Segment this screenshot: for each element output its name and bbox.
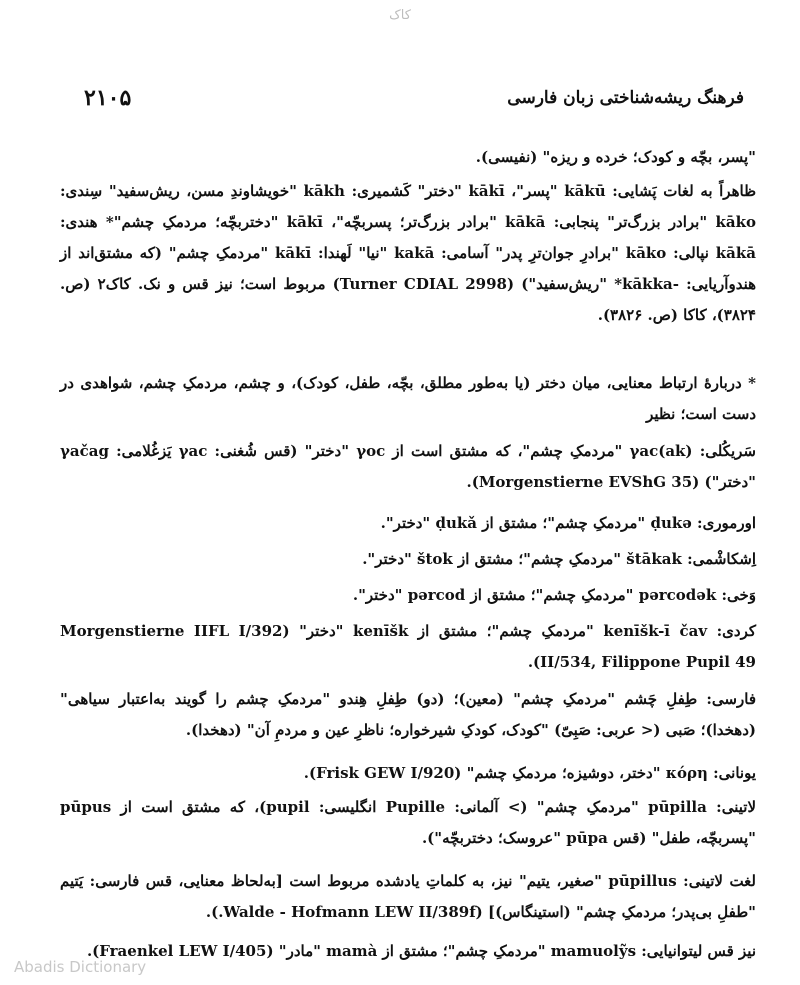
paragraph-etymology: ظاهراً به لغات پَشایی: kākū "پسر"، kākī "دختر" کَشمیری: kākh "خویشاوندِ مسن، ریش‌سفید" سِندی: kāko "برادر بزرگ‌تر" پنجابی: kākā "برادر بزرگ‌تر؛ پسربچّه"، kākī "دختربچّه؛ مردمکِ چشم"* هندی: kākā نپالی: kāko "برادرِ جوان‌ترِ پدر" آسامی: kakā "نیا" لَهندا: kākī "مردمکِ چشم" (که مشتق‌اند از هندوآریایی: -kākka* "ریش‌سفید") (Turner CDIAL 2998) مربوط است؛ نیز قس و نک. کاک۲ (ص. ۳۸۲۴)، کاکا (ص. ۳۸۲۶). <box>60 182 757 324</box>
running-head: کاک <box>389 8 411 23</box>
paragraph-definition-continuation: "پسر، بچّه و کودک؛ خرده و ریزه" (نفیسی). <box>475 148 756 166</box>
paragraph-kurdish: کردی: kenīšk-ī čav "مردمکِ چشم"؛ مشتق از kenīšk "دختر" (Morgenstierne IIFL I/392 II/534, Filippone Pupil 49). <box>60 622 756 671</box>
paragraph-lithuanian: نیز قس لیتوانیایی: mamuolỹs "مردمکِ چشم"؛ مشتق از mamà "مادر" (Fraenkel LEW I/405). <box>86 942 756 960</box>
page-header <box>84 84 744 112</box>
page-number: ۲۱۰۵ <box>84 85 132 111</box>
paragraph-persian: فارسی: طِفلِ چَشم "مردمکِ چشم" (معین)؛ (دو) طِفلِ هِندو "مردمکِ چشم را گویند به‌اعتبار سیاهی" (دهخدا)؛ صَبی (< عربی: صَبِیّ) "کودک، کودکِ شیرخواره؛ ناظرِ عین و مردمِ آن" (دهخدا). <box>60 690 756 739</box>
paragraph-greek: یونانی: κόρη "دختر، دوشیزه؛ مردمکِ چشم" (Frisk GEW I/920). <box>303 764 756 782</box>
paragraph-latin-word: لغت لاتینی: pūpillus "صغیر، یتیم" نیز، به کلماتِ یادشده مربوط است [به‌لحاظ معنایی، قس فارسی: یَتیم "طفلِ بی‌پدر؛ مردمکِ چشم" (استینگاس)] (Walde - Hofmann LEW II/389f.). <box>60 872 756 921</box>
watermark: Abadis Dictionary <box>14 958 147 976</box>
book-title: فرهنگ ریشه‌شناختی زبان فارسی <box>507 88 744 108</box>
paragraph-latin: لاتینی: pūpilla "مردمکِ چشم" (> آلمانی: Pupille انگلیسی: pupil)، که مشتق است از pūpus "پسربچّه، طفل" (قس pūpa "عروسک؛ دختربچّه"). <box>60 798 756 847</box>
paragraph-ormuri: اورموری: ḍukə "مردمکِ چشم"؛ مشتق از ḍukǎ "دختر". <box>380 514 756 532</box>
paragraph-sarikoli: سَریکُلی: γac(ak) "مردمکِ چشم"، که مشتق است از γoc "دختر" (قس شُغنی: γac یَزغُلامی: γačag "دختر") (Morgenstierne EVShG 35). <box>60 442 757 491</box>
paragraph-ishkashmi: اِشکاشْمی: štākak "مردمکِ چشم"؛ مشتق از štok "دختر". <box>362 550 756 568</box>
paragraph-wakhi: وَخی: pərcodək "مردمکِ چشم"؛ مشتق از pərcod "دختر". <box>352 586 756 604</box>
paragraph-footnote: * دربارهٔ ارتباط معنایی، میان دختر (یا به‌طور مطلق، بچّه، طفل، کودک)، و چشم، مردمکِ چشم، شواهدی در دست است؛ نظیر <box>60 374 756 423</box>
